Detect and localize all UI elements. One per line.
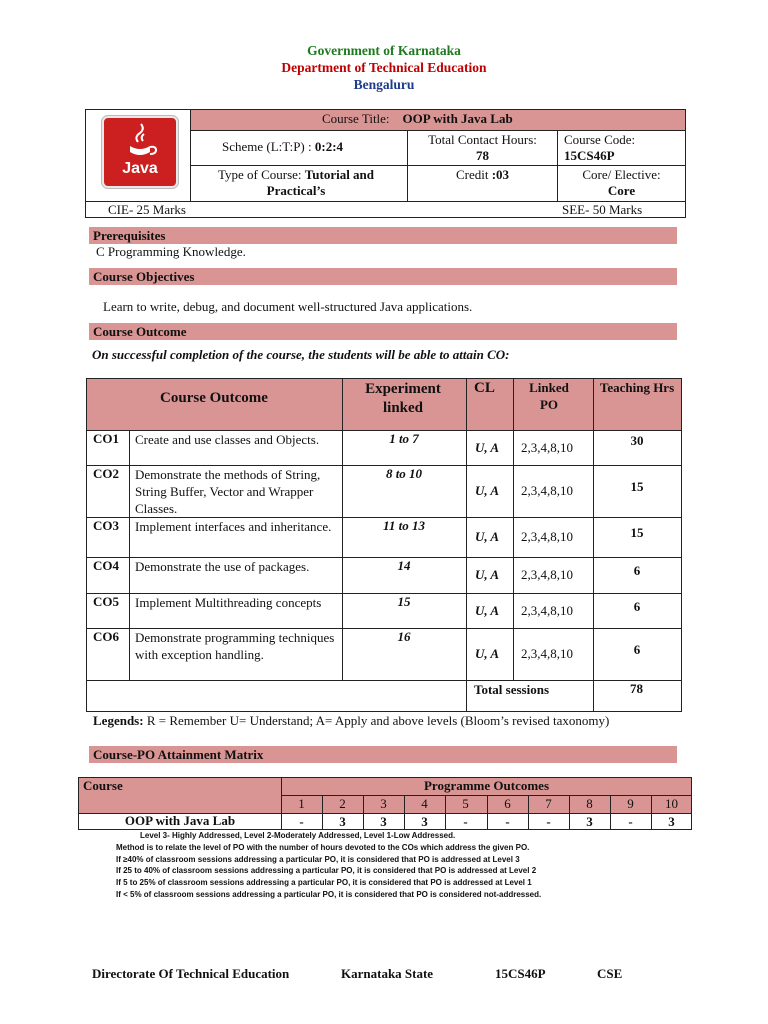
po-value: 3 [421,814,428,829]
co-experiment: 11 to 13 [383,518,425,533]
po-value: - [505,814,510,829]
co-hours: 6 [633,642,641,657]
matrix-col-po: Programme Outcomes [423,778,550,793]
core-label: Core/ Elective: [582,167,661,182]
co-id: CO2 [93,466,119,481]
note-line: If < 5% of classroom sessions addressing a particular PO, it is considered that PO is considered not-addressed. [116,890,542,899]
co-cl: U, A [475,646,500,661]
scheme-value: 0:2:4 [314,139,344,154]
co-cl: U, A [475,439,500,455]
type-value: Tutorial and [304,167,375,182]
outcome-heading: Course Outcome [89,323,677,340]
col-cl: CL [474,380,495,396]
course-title-value: OOP with Java Lab [402,111,513,126]
co-id: CO3 [93,518,119,533]
po-number: 7 [545,796,552,811]
course-code-value: 15CS46P [564,148,615,163]
po-number: 5 [462,796,469,811]
po-number: 9 [627,796,634,811]
cie-marks: CIE- 25 Marks [108,202,186,217]
outcome-intro: On successful completion of the course, the students will be able to attain CO: [92,347,510,362]
col-teaching-hrs: Teaching Hrs [599,380,675,395]
col-linked-po: Linked PO [529,380,569,412]
co-description: Demonstrate the use of packages. [135,559,310,574]
contact-hours-label: Total Contact Hours: [428,132,537,147]
co-linked-po: 2,3,4,8,10 [521,529,573,544]
po-number: 4 [421,796,428,811]
java-logo [102,116,178,188]
course-title-label: Course Title: [322,111,390,126]
co-linked-po: 2,3,4,8,10 [521,602,573,618]
government-title: Government of Karnataka [307,43,461,58]
see-marks: SEE- 50 Marks [562,202,643,217]
city-title: Bengaluru [353,77,415,92]
co-id: CO6 [93,629,119,644]
co-description: Demonstrate programming techniques with exception handling. [135,630,335,662]
co-hours: 6 [633,563,641,578]
matrix-course-name: OOP with Java Lab [124,813,236,828]
po-number: 6 [504,796,511,811]
co-experiment: 14 [397,558,411,573]
co-id: CO1 [93,431,119,446]
po-value: - [628,814,633,829]
co-hours: 15 [630,525,644,540]
legends-text: R = Remember U= Understand; A= Apply and above levels (Bloom’s revised taxonomy) [146,713,610,728]
scheme-label: Scheme (L:T:P) : [222,139,312,154]
footer-code: 15CS46P [495,966,546,981]
po-value: 3 [586,814,593,829]
note-line: If 25 to 40% of classroom sessions addressing a particular PO, it is considered that PO is addressed at Level 2 [116,866,537,876]
prerequisites-text: C Programming Knowledge. [96,244,246,259]
po-value: - [299,814,304,829]
po-value: - [463,814,468,829]
course-code-label: Course Code: [564,132,636,147]
po-number: 8 [586,796,593,811]
legends-label: Legends: [93,713,144,728]
co-cl: U, A [475,529,500,544]
total-sessions-label: Total sessions [474,682,550,697]
po-number: 2 [339,796,346,811]
type-label: Type of Course: [217,167,302,182]
po-number: 1 [298,796,305,811]
co-linked-po: 2,3,4,8,10 [521,483,573,498]
co-hours: 30 [630,433,644,448]
co-id: CO4 [93,558,119,573]
co-experiment: 15 [397,594,411,609]
prerequisites-heading: Prerequisites [89,227,677,244]
logo-text: Java [122,160,158,177]
po-value: - [546,814,551,829]
co-linked-po: 2,3,4,8,10 [521,646,573,661]
footer-dept: CSE [597,966,623,981]
department-title: Department of Technical Education [281,60,487,75]
core-value: Core [607,183,636,198]
po-number: 3 [380,796,387,811]
co-description: Demonstrate the methods of String, String Buffer, Vector and Wrapper Classes. [135,467,321,516]
po-number: 10 [665,796,678,811]
co-linked-po: 2,3,4,8,10 [521,567,573,582]
co-id: CO5 [93,594,119,609]
legends [93,713,674,729]
co-experiment: 16 [397,629,411,644]
co-experiment: 1 to 7 [389,431,419,446]
po-value: 3 [668,814,675,829]
co-cl: U, A [475,567,500,582]
co-hours: 6 [633,598,641,614]
co-linked-po: 2,3,4,8,10 [521,439,573,455]
po-value: 3 [380,814,387,829]
co-description: Create and use classes and Objects. [135,432,320,447]
objectives-heading: Course Objectives [89,268,677,285]
total-sessions-value: 78 [630,681,643,696]
credit-label: Credit [455,167,489,182]
note-line: Method is to relate the level of PO with the number of hours devoted to the COs which address the given PO. [116,842,530,852]
contact-hours-value: 78 [476,148,489,163]
col-experiment: Experiment linked [365,381,441,416]
po-value: 3 [339,814,346,829]
footer-dte: Directorate Of Technical Education [92,966,290,981]
matrix-col-course: Course [83,778,123,793]
co-hours: 15 [630,479,644,494]
footer-state: Karnataka State [341,966,434,981]
co-description: Implement interfaces and inheritance. [135,519,332,534]
co-experiment: 8 to 10 [385,466,423,481]
co-description: Implement Multithreading concepts [135,595,322,610]
co-cl: U, A [475,602,500,618]
col-course-outcome: Course Outcome [160,390,268,406]
note-line: If 5 to 25% of classroom sessions addressing a particular PO, it is considered that PO is addressed at Level 1 [116,878,532,888]
type-value-2: Practical’s [266,183,326,198]
note-line: If ≥40% of classroom sessions addressing a particular PO, it is considered that PO is addressed at Level 3 [116,854,520,864]
note-line: Level 3- Highly Addressed, Level 2-Moderately Addressed, Level 1-Low Addressed. [140,831,456,840]
credit-value: :03 [491,167,510,182]
co-cl: U, A [475,483,500,498]
matrix-heading: Course-PO Attainment Matrix [89,746,677,763]
objectives-text: Learn to write, debug, and document well-structured Java applications. [103,299,473,314]
